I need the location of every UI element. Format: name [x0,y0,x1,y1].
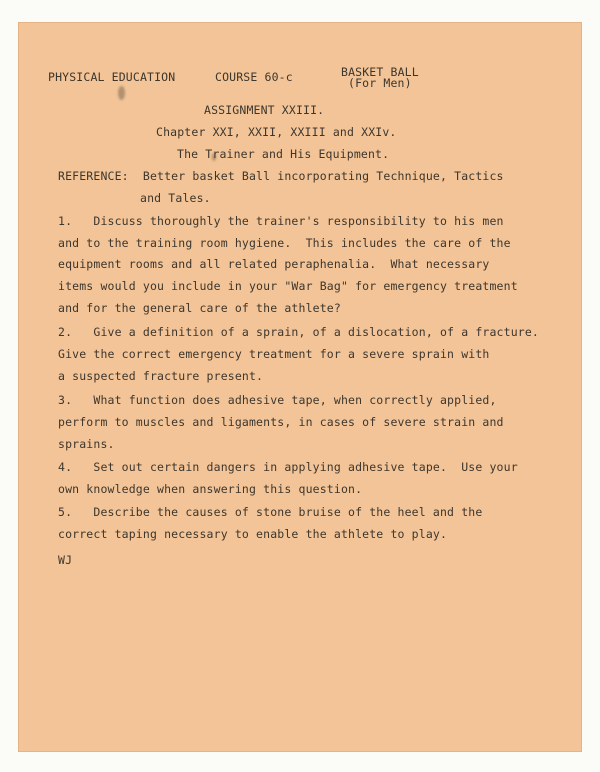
reference-line-1: REFERENCE: Better basket Ball incorporating Technique, Tactics [58,169,504,183]
question-5-line-1: 5. Describe the causes of stone bruise of the heel and the [58,505,483,519]
question-5-line-2: correct taping necessary to enable the athlete to play. [58,527,448,541]
question-2-line-3: a suspected fracture present. [58,369,264,383]
question-2-line-1: 2. Give a definition of a sprain, of a dislocation, of a fracture. [58,325,540,339]
question-1-line-5: and for the general care of the athlete? [58,301,341,315]
author-initials: WJ [58,553,73,567]
question-2-line-2: Give the correct emergency treatment for a severe sprain with [58,347,490,361]
question-3-line-3: sprains. [58,437,115,451]
subject-note: (For Men) [348,76,412,90]
ink-smudge [118,86,125,100]
question-4-line-2: own knowledge when answering this question. [58,482,363,496]
assignment-topic: The Trainer and His Equipment. [177,147,390,161]
chapter-list: Chapter XXI, XXII, XXIII and XXIv. [156,125,397,139]
course-number: COURSE 60-c [215,70,293,84]
assignment-title: ASSIGNMENT XXIII. [204,103,325,117]
department-heading: PHYSICAL EDUCATION [48,70,176,84]
reference-line-2: and Tales. [140,191,211,205]
question-1-line-1: 1. Discuss thoroughly the trainer's responsibility to his men [58,214,504,228]
subject-heading: BASKET BALL [341,65,419,79]
question-1-line-2: and to the training room hygiene. This includes the care of the [58,236,511,250]
question-4-line-1: 4. Set out certain dangers in applying adhesive tape. Use your [58,460,518,474]
question-3-line-1: 3. What function does adhesive tape, when correctly applied, [58,393,497,407]
ink-smudge [212,153,216,161]
question-1-line-3: equipment rooms and all related peraphenalia. What necessary [58,257,490,271]
question-1-line-4: items would you include in your "War Bag" for emergency treatment [58,279,518,293]
question-3-line-2: perform to muscles and ligaments, in cases of severe strain and [58,415,504,429]
